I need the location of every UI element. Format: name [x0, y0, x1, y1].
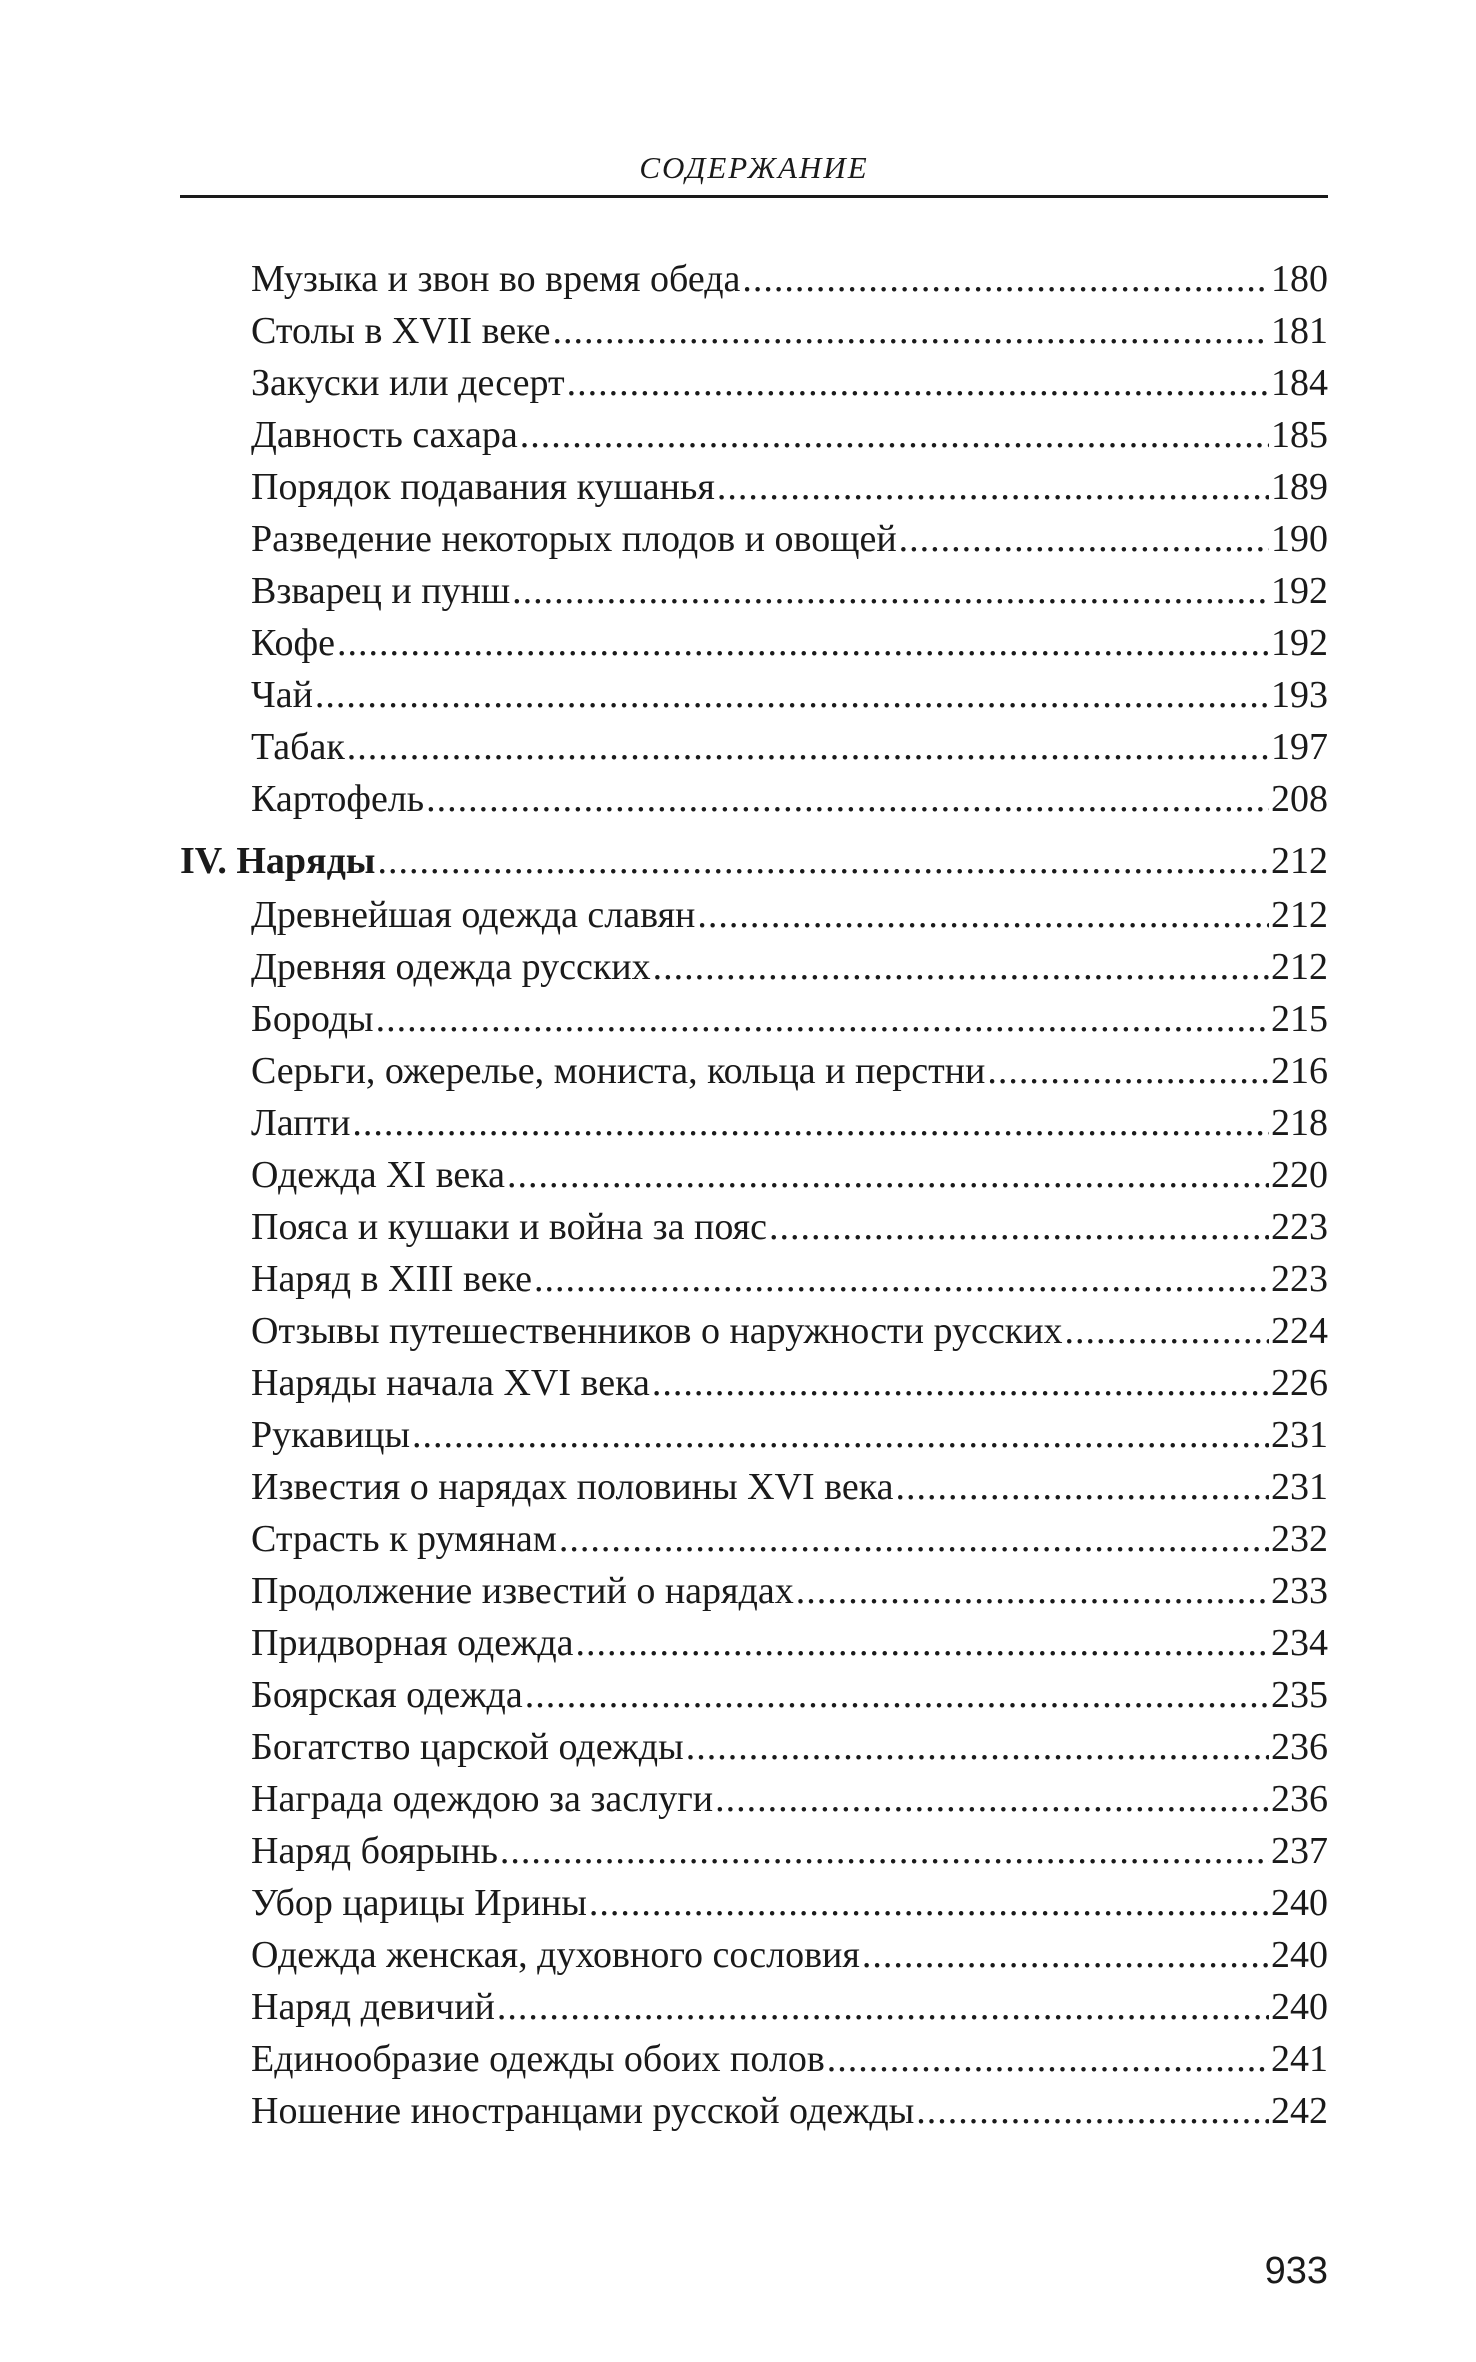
table-of-contents	[180, 253, 1328, 2137]
toc-entry	[180, 1513, 1328, 1565]
toc-entry	[180, 1565, 1328, 1617]
toc-entry-page: 240	[1271, 1986, 1328, 2028]
toc-entry-title: Наряд девичий	[251, 1986, 495, 2028]
toc-entry-title: Столы в XVII веке	[251, 310, 551, 352]
toc-entry-title: Одежда женская, духовного сословия	[251, 1934, 860, 1976]
dot-leader	[697, 889, 1269, 941]
toc-entry	[180, 1461, 1328, 1513]
toc-entry	[180, 1981, 1328, 2033]
toc-entry-title: Богатство царской одежды	[251, 1726, 684, 1768]
toc-entry-page: 237	[1271, 1830, 1328, 1872]
toc-entry-page: 236	[1271, 1778, 1328, 1820]
toc-entry-title: Серьги, ожерелье, мониста, кольца и перстни	[251, 1050, 986, 1092]
dot-leader	[426, 773, 1269, 825]
dot-leader	[315, 669, 1269, 721]
toc-entry	[180, 1253, 1328, 1305]
toc-entry-page: 220	[1271, 1154, 1328, 1196]
toc-entry	[180, 357, 1328, 409]
dot-leader	[652, 1357, 1269, 1409]
toc-entry-title: Кофе	[251, 622, 335, 664]
toc-entry-page: 192	[1271, 570, 1328, 612]
toc-entry-title: Единообразие одежды обоих полов	[251, 2038, 825, 2080]
toc-entry-title: Боярская одежда	[251, 1674, 523, 1716]
toc-entry-title: Придворная одежда	[251, 1622, 574, 1664]
toc-entry-title: Музыка и звон во время обеда	[251, 258, 741, 300]
toc-entry	[180, 1825, 1328, 1877]
toc-entry-title: Отзывы путешественников о наружности русских	[251, 1310, 1063, 1352]
toc-entry-title: Чай	[251, 674, 313, 716]
toc-entry-page: 233	[1271, 1570, 1328, 1612]
toc-entry-title: Одежда XI века	[251, 1154, 506, 1196]
toc-entry-page: 197	[1271, 726, 1328, 768]
toc-entry-page: 193	[1271, 674, 1328, 716]
toc-entry	[180, 513, 1328, 565]
toc-entry-title: Страсть к румянам	[251, 1518, 557, 1560]
toc-entry	[180, 889, 1328, 941]
toc-entry	[180, 1357, 1328, 1409]
toc-entry	[180, 1669, 1328, 1721]
toc-entry-title: IV. Наряды	[180, 840, 376, 882]
toc-entry-page: 212	[1271, 840, 1328, 882]
dot-leader	[512, 565, 1269, 617]
toc-entry	[180, 669, 1328, 721]
dot-leader	[507, 1149, 1269, 1201]
toc-entry-title: Ношение иностранцами русской одежды	[251, 2090, 915, 2132]
toc-entry	[180, 993, 1328, 1045]
toc-entry-title: Пояса и кушаки и война за пояс	[251, 1206, 767, 1248]
toc-entry-page: 181	[1271, 310, 1328, 352]
toc-entry-title: Награда одеждою за заслуги	[251, 1778, 714, 1820]
dot-leader	[796, 1565, 1269, 1617]
toc-entry-title: Древняя одежда русских	[251, 946, 651, 988]
dot-leader	[916, 2085, 1269, 2137]
toc-entry-page: 232	[1271, 1518, 1328, 1560]
toc-entry-title: Наряды начала XVI века	[251, 1362, 650, 1404]
dot-leader	[862, 1929, 1269, 1981]
toc-entry	[180, 305, 1328, 357]
toc-entry-title: Бороды	[251, 998, 374, 1040]
toc-entry-page: 184	[1271, 362, 1328, 404]
toc-entry-title: Древнейшая одежда славян	[251, 894, 696, 936]
toc-entry-page: 226	[1271, 1362, 1328, 1404]
toc-entry	[180, 1409, 1328, 1461]
toc-entry	[180, 409, 1328, 461]
toc-entry-page: 240	[1271, 1882, 1328, 1924]
toc-entry-page: 216	[1271, 1050, 1328, 1092]
dot-leader	[715, 1773, 1269, 1825]
toc-entry-page: 241	[1271, 2038, 1328, 2080]
toc-entry-page: 208	[1271, 778, 1328, 820]
dot-leader	[553, 305, 1269, 357]
dot-leader	[525, 1669, 1269, 1721]
toc-entry-title: Рукавицы	[251, 1414, 411, 1456]
dot-leader	[899, 513, 1269, 565]
dot-leader	[769, 1201, 1269, 1253]
dot-leader	[717, 461, 1269, 513]
toc-entry	[180, 773, 1328, 825]
toc-entry-page: 231	[1271, 1414, 1328, 1456]
toc-entry-page: 234	[1271, 1622, 1328, 1664]
dot-leader	[376, 993, 1269, 1045]
dot-leader	[827, 2033, 1269, 2085]
toc-entry-title: Убор царицы Ирины	[251, 1882, 587, 1924]
toc-entry-page: 235	[1271, 1674, 1328, 1716]
toc-entry	[180, 1721, 1328, 1773]
toc-entry	[180, 1201, 1328, 1253]
dot-leader	[337, 617, 1269, 669]
toc-entry-page: 215	[1271, 998, 1328, 1040]
dot-leader	[352, 1097, 1269, 1149]
toc-entry-title: Табак	[251, 726, 345, 768]
dot-leader	[567, 357, 1269, 409]
toc-entry	[180, 1877, 1328, 1929]
dot-leader	[742, 253, 1269, 305]
toc-entry-title: Наряд боярынь	[251, 1830, 498, 1872]
toc-entry-page: 231	[1271, 1466, 1328, 1508]
toc-entry	[180, 565, 1328, 617]
dot-leader	[559, 1513, 1269, 1565]
toc-entry-page: 240	[1271, 1934, 1328, 1976]
toc-entry-title: Продолжение известий о нарядах	[251, 1570, 794, 1612]
toc-entry-page: 180	[1271, 258, 1328, 300]
dot-leader	[347, 721, 1269, 773]
toc-entry	[180, 721, 1328, 773]
header-rule	[180, 195, 1328, 198]
toc-entry-page: 223	[1271, 1258, 1328, 1300]
toc-entry-title: Картофель	[251, 778, 425, 820]
toc-entry	[180, 2033, 1328, 2085]
dot-leader	[377, 835, 1269, 887]
toc-entry-page: 236	[1271, 1726, 1328, 1768]
dot-leader	[895, 1461, 1269, 1513]
toc-entry	[180, 1929, 1328, 1981]
toc-entry-title: Давность сахара	[251, 414, 518, 456]
toc-entry	[180, 1097, 1328, 1149]
dot-leader	[1065, 1305, 1269, 1357]
page-number: 933	[1264, 2250, 1328, 2292]
toc-entry	[180, 461, 1328, 513]
toc-entry	[180, 617, 1328, 669]
toc-entry-page: 192	[1271, 622, 1328, 664]
toc-entry	[180, 253, 1328, 305]
toc-entry-page: 223	[1271, 1206, 1328, 1248]
dot-leader	[534, 1253, 1269, 1305]
toc-entry-title: Порядок подавания кушанья	[251, 466, 715, 508]
toc-entry-title: Лапти	[251, 1102, 351, 1144]
dot-leader	[576, 1617, 1269, 1669]
running-header: СОДЕРЖАНИЕ	[639, 150, 869, 185]
toc-entry-page: 212	[1271, 946, 1328, 988]
toc-entry-page: 218	[1271, 1102, 1328, 1144]
toc-entry	[180, 1617, 1328, 1669]
dot-leader	[500, 1825, 1269, 1877]
toc-entry	[180, 1149, 1328, 1201]
dot-leader	[520, 409, 1269, 461]
toc-entry	[180, 1045, 1328, 1097]
toc-entry-page: 185	[1271, 414, 1328, 456]
toc-entry-title: Взварец и пунш	[251, 570, 511, 612]
dot-leader	[987, 1045, 1269, 1097]
toc-entry	[180, 1773, 1328, 1825]
toc-entry-page: 190	[1271, 518, 1328, 560]
dot-leader	[653, 941, 1269, 993]
toc-entry	[180, 2085, 1328, 2137]
toc-entry-page: 189	[1271, 466, 1328, 508]
toc-entry	[180, 1305, 1328, 1357]
toc-entry-page: 212	[1271, 894, 1328, 936]
dot-leader	[589, 1877, 1269, 1929]
toc-entry-title: Известия о нарядах половины XVI века	[251, 1466, 894, 1508]
toc-entry-page: 242	[1271, 2090, 1328, 2132]
toc-entry-title: Разведение некоторых плодов и овощей	[251, 518, 897, 560]
toc-entry-title: Закуски или десерт	[251, 362, 565, 404]
dot-leader	[686, 1721, 1269, 1773]
toc-chapter-entry	[180, 835, 1328, 887]
toc-entry-page: 224	[1271, 1310, 1328, 1352]
dot-leader	[412, 1409, 1269, 1461]
toc-entry-title: Наряд в XIII веке	[251, 1258, 532, 1300]
toc-entry	[180, 941, 1328, 993]
dot-leader	[497, 1981, 1269, 2033]
